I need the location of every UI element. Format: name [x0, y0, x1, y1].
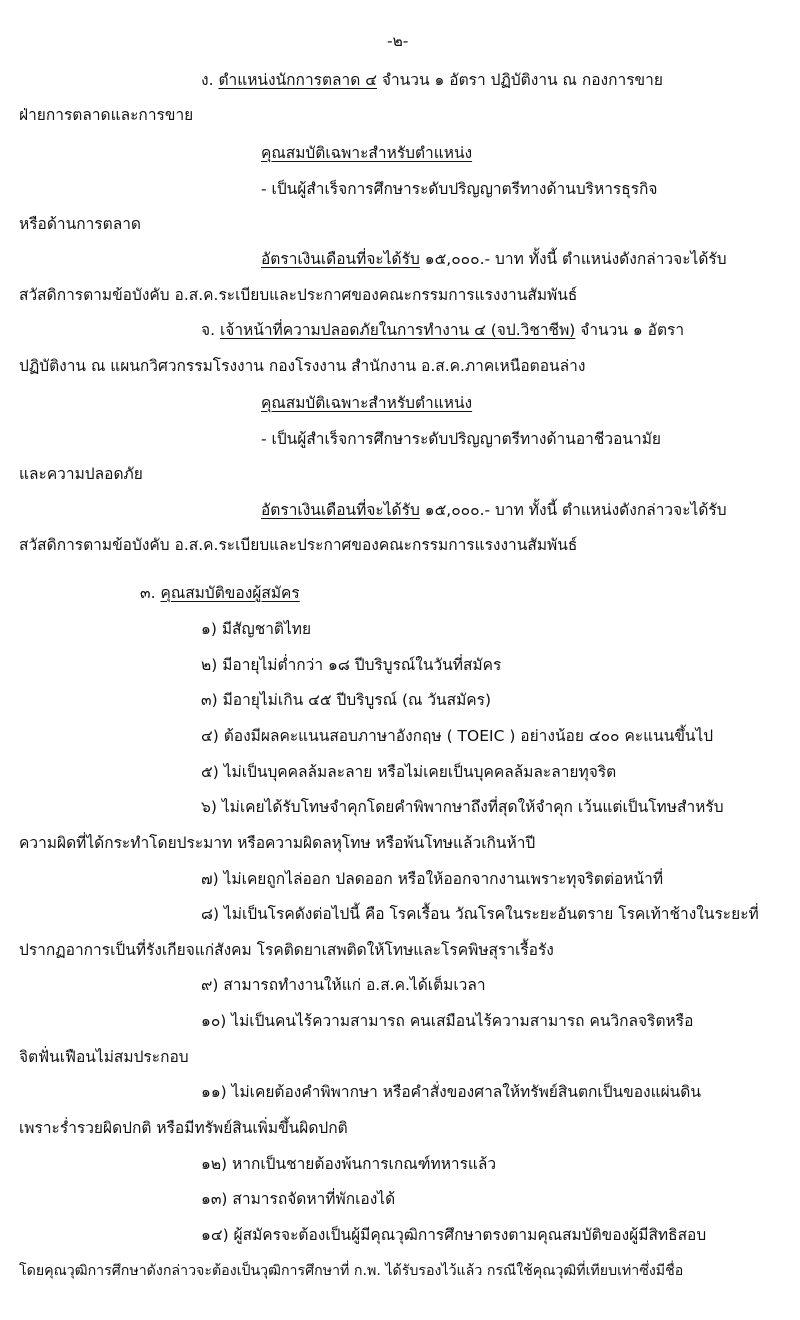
- list-item-continuation: จิตฟั่นเฟือนไม่สมประกอบ: [19, 1048, 189, 1066]
- section-e-rest: จำนวน ๑ อัตรา: [575, 321, 685, 339]
- section-3-heading-line: [140, 586, 300, 602]
- section-e-prefix: จ.: [201, 321, 216, 339]
- section-d-salary-heading: อัตราเงินเดือนที่จะได้รับ: [261, 250, 420, 268]
- page-number: -๒-: [387, 32, 409, 50]
- section-e-qual-line1: - เป็นผู้สำเร็จการศึกษาระดับปริญญาตรีทางด้านอาชีวอนามัย: [261, 430, 661, 448]
- section-d-line2: ฝ่ายการตลาดและการขาย: [19, 106, 194, 124]
- section-d-prefix: ง.: [201, 71, 214, 89]
- section-d-qual-heading: คุณสมบัติเฉพาะสำหรับตำแหน่ง: [261, 144, 473, 162]
- section-3-prefix: ๓.: [140, 584, 156, 602]
- section-e-line2: ปฏิบัติงาน ณ แผนกวิศวกรรมโรงงาน กองโรงงาน สำนักงาน อ.ส.ค.ภาคเหนือตอนล่าง: [19, 357, 586, 375]
- section-d-position-title: ตำแหน่งนักการตลาด ๔: [218, 71, 377, 89]
- section-e-qual-line2: และความปลอดภัย: [19, 465, 143, 483]
- section-d-salary-rest: ๑๕,๐๐๐.- บาท ทั้งนี้ ตำแหน่งดังกล่าวจะได้รับ: [419, 250, 727, 268]
- list-item: ๔) ต้องมีผลคะแนนสอบภาษาอังกฤษ ( TOEIC ) อย่างน้อย ๔๐๐ คะแนนขึ้นไป: [201, 727, 714, 745]
- section-e-qual-heading: คุณสมบัติเฉพาะสำหรับตำแหน่ง: [261, 394, 473, 412]
- list-item: ๖) ไม่เคยได้รับโทษจำคุกโดยคำพิพากษาถึงที่สุดให้จำคุก เว้นแต่เป็นโทษสำหรับ: [201, 798, 724, 816]
- section-3-heading: คุณสมบัติของผู้สมัคร: [160, 584, 300, 602]
- list-item: ๑๐) ไม่เป็นคนไร้ความสามารถ คนเสมือนไร้ความสามารถ คนวิกลจริตหรือ: [201, 1012, 694, 1030]
- section-e-salary-rest: ๑๕,๐๐๐.- บาท ทั้งนี้ ตำแหน่งดังกล่าวจะได้รับ: [419, 501, 727, 519]
- list-item: ๑๔) ผู้สมัครจะต้องเป็นผู้มีคุณวุฒิการศึกษาตรงตามคุณสมบัติของผู้มีสิทธิสอบ: [201, 1226, 707, 1244]
- list-item: ๒) มีอายุไม่ต่ำกว่า ๑๘ ปีบริบูรณ์ในวันที่สมัคร: [201, 656, 502, 674]
- section-d-rest: จำนวน ๑ อัตรา ปฏิบัติงาน ณ กองการขาย: [376, 71, 663, 89]
- list-item: ๑๑) ไม่เคยต้องคำพิพากษา หรือคำสั่งของศาลให้ทรัพย์สินตกเป็นของแผ่นดิน: [201, 1083, 701, 1101]
- section-d-salary-line1: [261, 252, 727, 268]
- list-item: ๑๒) หากเป็นชายต้องพ้นการเกณฑ์ทหารแล้ว: [201, 1155, 497, 1173]
- section-d-salary-line2: สวัสดิการตามข้อบังคับ อ.ส.ค.ระเบียบและประกาศของคณะกรรมการแรงงานสัมพันธ์: [19, 286, 578, 304]
- section-d-line1: [201, 73, 663, 89]
- section-e-salary-heading: อัตราเงินเดือนที่จะได้รับ: [261, 501, 420, 519]
- section-e-line1: [201, 323, 684, 339]
- list-item: ๑) มีสัญชาติไทย: [201, 620, 312, 638]
- section-e-salary-line2: สวัสดิการตามข้อบังคับ อ.ส.ค.ระเบียบและประกาศของคณะกรรมการแรงงานสัมพันธ์: [19, 536, 578, 554]
- list-item-continuation: ความผิดที่ได้กระทำโดยประมาท หรือความผิดลหุโทษ หรือพ้นโทษแล้วเกินห้าปี: [19, 834, 536, 852]
- list-item-continuation: ปรากฏอาการเป็นที่รังเกียจแก่สังคม โรคติดยาเสพติดให้โทษและโรคพิษสุราเรื้อรัง: [19, 941, 554, 959]
- section-e-position-title: เจ้าหน้าที่ความปลอดภัยในการทำงาน ๔ (จป.วิชาชีพ): [219, 321, 576, 339]
- section-d-qual-line2: หรือด้านการตลาด: [19, 215, 141, 233]
- section-e-salary-line1: [261, 503, 727, 519]
- list-item: ๑๓) สามารถจัดหาที่พักเองได้: [201, 1190, 396, 1208]
- list-item: ๕) ไม่เป็นบุคคลล้มละลาย หรือไม่เคยเป็นบุคคลล้มละลายทุจริต: [201, 763, 617, 781]
- list-item-continuation: โดยคุณวุฒิการศึกษาดังกล่าวจะต้องเป็นวุฒิการศึกษาที่ ก.พ. ได้รับรองไว้แล้ว กรณีใช้คุณวุฒิที่เทียบเท่าซึ่งมีชื่อ: [19, 1263, 684, 1279]
- section-d-qual-line1: - เป็นผู้สำเร็จการศึกษาระดับปริญญาตรีทางด้านบริหารธุรกิจ: [261, 180, 658, 198]
- list-item: ๗) ไม่เคยถูกไล่ออก ปลดออก หรือให้ออกจากงานเพราะทุจริตต่อหน้าที่: [201, 870, 664, 888]
- list-item: ๓) มีอายุไม่เกิน ๔๕ ปีบริบูรณ์ (ณ วันสมัคร): [201, 691, 492, 709]
- list-item-continuation: เพราะร่ำรวยผิดปกติ หรือมีทรัพย์สินเพิ่มขึ้นผิดปกติ: [19, 1119, 348, 1137]
- list-item: ๘) ไม่เป็นโรคดังต่อไปนี้ คือ โรคเรื้อน วัณโรคในระยะอันตราย โรคเท้าช้างในระยะที่: [201, 905, 759, 923]
- list-item: ๙) สามารถทำงานให้แก่ อ.ส.ค.ได้เต็มเวลา: [201, 976, 486, 994]
